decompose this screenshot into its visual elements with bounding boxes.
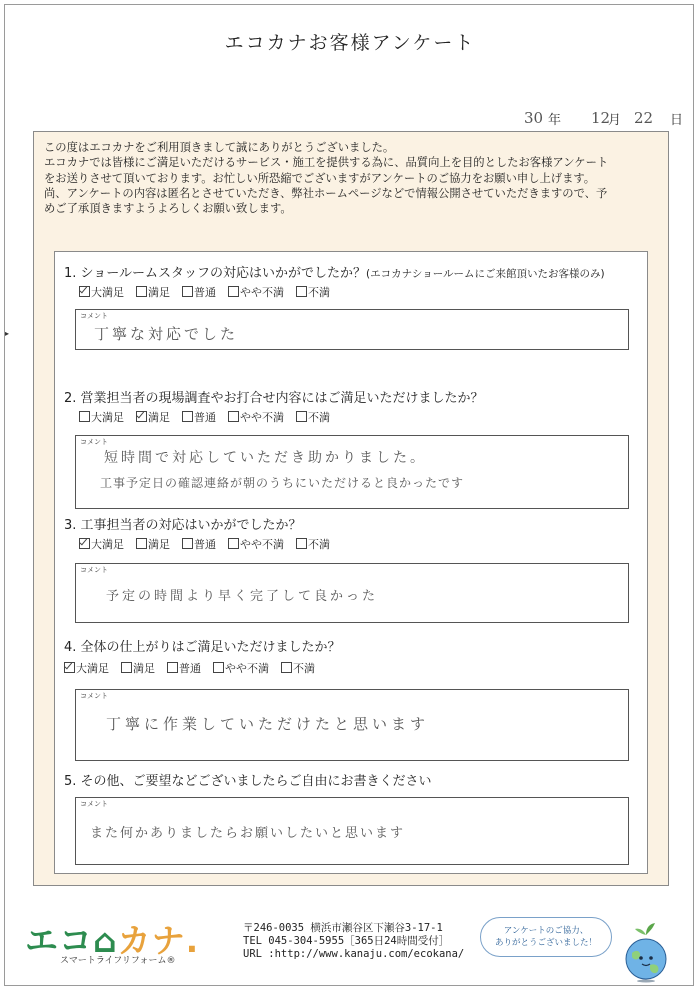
option-4[interactable] <box>228 409 284 425</box>
option-1[interactable] <box>79 536 124 552</box>
thanks-line-2: ありがとうございました！ <box>494 938 597 948</box>
questions-box <box>54 251 648 874</box>
option-label: 不満 <box>293 662 315 675</box>
checkbox-icon[interactable] <box>228 538 239 549</box>
checkbox-icon[interactable] <box>281 662 292 673</box>
checkbox-icon[interactable] <box>182 411 193 422</box>
option-label: 大満足 <box>91 411 124 424</box>
question-1-label: 1. ショールームスタッフの対応はいかがでしたか？ <box>64 266 367 281</box>
comment-label: コメント <box>80 692 108 700</box>
question-5-comment: また何かありましたらお願いしたいと思います <box>90 826 406 841</box>
option-label: 満足 <box>148 411 170 424</box>
question-5-label: 5. その他、ご要望などございましたらご自由にお書きください <box>64 774 432 789</box>
comment-label: コメント <box>80 800 108 808</box>
question-1 <box>64 262 605 281</box>
checkbox-icon[interactable] <box>136 411 147 422</box>
option-label: 大満足 <box>76 662 109 675</box>
question-5 <box>64 770 432 789</box>
option-3[interactable] <box>167 660 201 676</box>
option-5[interactable] <box>296 536 330 552</box>
checkbox-icon[interactable] <box>296 286 307 297</box>
option-1[interactable] <box>79 409 124 425</box>
checkbox-icon[interactable] <box>136 538 147 549</box>
option-label: 普通 <box>179 662 201 675</box>
earth-mascot-icon <box>616 921 676 983</box>
question-4-comment-box <box>75 689 629 761</box>
checkbox-icon[interactable] <box>136 286 147 297</box>
checkbox-icon[interactable] <box>79 286 90 297</box>
option-2[interactable] <box>136 284 170 300</box>
address-text: 〒246-0035 横浜市瀬谷区下瀬谷3-17-1 <box>243 922 443 934</box>
logo-subtitle: スマートライフリフォーム® <box>60 956 176 966</box>
thanks-line-1: アンケートのご協力、 <box>503 926 589 936</box>
question-4-comment: 丁寧に作業していただけたと思います <box>106 715 430 733</box>
checkbox-icon[interactable] <box>121 662 132 673</box>
comment-label: コメント <box>80 438 108 446</box>
intro-line: エコカナでは皆様にご満足いただけるサービス・施工を提供する為に、品質向上を目的としたお客様アンケート <box>44 156 609 170</box>
option-label: やや不満 <box>240 538 284 551</box>
checkbox-icon[interactable] <box>64 662 75 673</box>
question-1-comment: 丁寧な対応でした <box>94 325 239 343</box>
contact-info <box>243 922 464 961</box>
date-year: 30 <box>524 109 544 127</box>
comment-label: コメント <box>80 312 108 320</box>
checkbox-icon[interactable] <box>79 411 90 422</box>
checkbox-icon[interactable] <box>228 411 239 422</box>
option-label: やや不満 <box>240 286 284 299</box>
thanks-bubble <box>480 917 612 957</box>
question-1-note: (エコカナショールームにご来館頂いたお客様のみ) <box>366 268 605 280</box>
question-3 <box>64 514 302 533</box>
option-5[interactable] <box>296 409 330 425</box>
question-5-comment-box <box>75 797 629 865</box>
tel-text: TEL 045-304-5955［365日24時間受付］ <box>243 935 450 947</box>
option-label: やや不満 <box>225 662 269 675</box>
date-month: 12 <box>591 109 611 127</box>
logo-dot: . <box>185 921 200 960</box>
survey-panel <box>33 131 669 886</box>
option-label: 普通 <box>194 411 216 424</box>
checkbox-icon[interactable] <box>182 538 193 549</box>
option-label: 満足 <box>148 286 170 299</box>
option-label: 普通 <box>194 286 216 299</box>
checkbox-icon[interactable] <box>296 411 307 422</box>
question-2-comment-line-1: 短時間で対応していただき助かりました。 <box>104 450 427 466</box>
option-5[interactable] <box>281 660 315 676</box>
option-label: 大満足 <box>91 286 124 299</box>
option-label: 満足 <box>133 662 155 675</box>
option-label: 普通 <box>194 538 216 551</box>
footer <box>0 895 700 990</box>
date-day: 22 <box>634 109 654 127</box>
date-day-label: 日 <box>670 113 684 128</box>
option-label: 大満足 <box>91 538 124 551</box>
question-2-comment-line-2: 工事予定日の確認連絡が朝のうちにいただけると良かったです <box>100 476 465 490</box>
question-3-comment-box <box>75 563 629 623</box>
option-label: 不満 <box>308 538 330 551</box>
option-label: 不満 <box>308 286 330 299</box>
option-1[interactable] <box>79 284 124 300</box>
margin-marker: ▸ <box>5 329 10 338</box>
option-2[interactable] <box>121 660 155 676</box>
house-icon: ⌂ <box>93 921 118 960</box>
question-4-label: 4. 全体の仕上がりはご満足いただけましたか？ <box>64 640 341 655</box>
checkbox-icon[interactable] <box>228 286 239 297</box>
date-year-label: 年 <box>548 113 562 128</box>
option-3[interactable] <box>182 536 216 552</box>
checkbox-icon[interactable] <box>167 662 178 673</box>
question-3-label: 3. 工事担当者の対応はいかがでしたか？ <box>64 518 302 533</box>
question-2-comment-box <box>75 435 629 509</box>
logo-text-eco: エコ <box>25 921 93 960</box>
option-4[interactable] <box>228 284 284 300</box>
intro-text <box>44 140 656 216</box>
option-1[interactable] <box>64 660 109 676</box>
option-3[interactable] <box>182 284 216 300</box>
option-5[interactable] <box>296 284 330 300</box>
intro-line: 尚、アンケートの内容は匿名とさせていただき、弊社ホームページなどで情報公開させていただきますので、予 <box>44 186 608 200</box>
question-4-options <box>64 660 327 676</box>
intro-line: をお送りさせて頂いております。お忙しい所恐縮でございますがアンケートのご協力をお願い申し上げます。 <box>44 171 596 185</box>
question-2 <box>64 387 484 406</box>
intro-line: めご了承頂きますようよろしくお願い致します。 <box>44 202 292 216</box>
question-1-options <box>79 284 342 300</box>
logo-text-kana: カナ <box>117 921 186 960</box>
question-2-options <box>79 409 342 425</box>
checkbox-icon[interactable] <box>79 538 90 549</box>
question-3-comment: 予定の時間より早く完了して良かった <box>106 589 379 604</box>
question-3-options <box>79 536 342 552</box>
date-month-label: 月 <box>608 113 622 128</box>
option-2[interactable] <box>136 536 170 552</box>
question-1-comment-box <box>75 309 629 350</box>
question-4 <box>64 636 341 655</box>
option-label: 不満 <box>308 411 330 424</box>
option-4[interactable] <box>213 660 269 676</box>
comment-label: コメント <box>80 566 108 574</box>
option-label: 満足 <box>148 538 170 551</box>
option-4[interactable] <box>228 536 284 552</box>
url-link[interactable]: URL :http://www.kanaju.com/ecokana/ <box>243 948 465 960</box>
option-3[interactable] <box>182 409 216 425</box>
question-2-label: 2. 営業担当者の現場調査やお打合せ内容にはご満足いただけましたか？ <box>64 391 484 406</box>
checkbox-icon[interactable] <box>296 538 307 549</box>
checkbox-icon[interactable] <box>182 286 193 297</box>
intro-line: この度はエコカナをご利用頂きまして誠にありがとうございました。 <box>44 141 395 154</box>
page-title: エコカナお客様アンケート <box>224 32 476 54</box>
option-2[interactable] <box>136 409 170 425</box>
option-label: やや不満 <box>240 411 284 424</box>
checkbox-icon[interactable] <box>213 662 224 673</box>
